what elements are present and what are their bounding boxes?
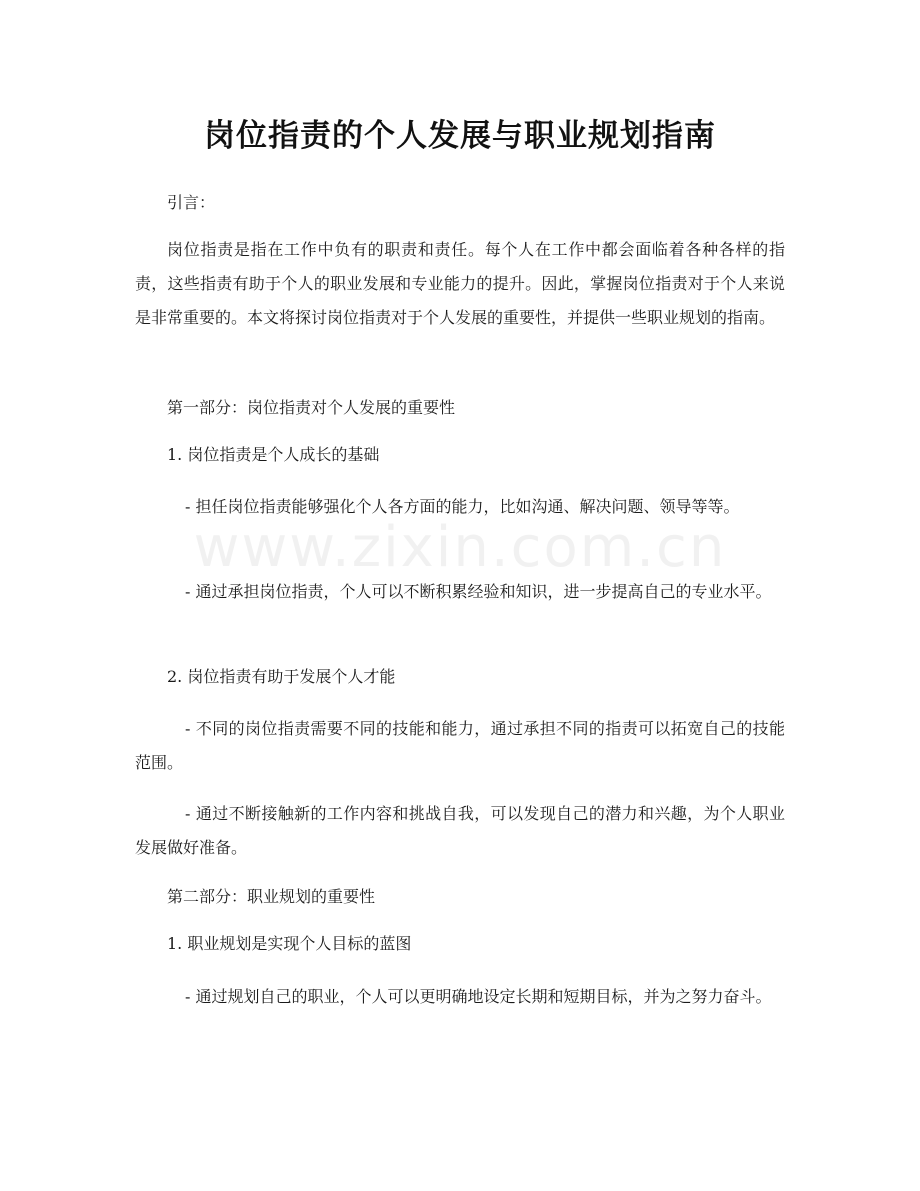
subsection-heading-1-1: 1. 岗位指责是个人成长的基础 — [167, 445, 380, 464]
watermark: www.zixin.com.cn — [193, 515, 727, 580]
bullet-1-1-b: - 通过承担岗位指责，个人可以不断积累经验和知识，进一步提高自己的专业水平。 — [185, 582, 772, 601]
subsection-heading-1-2: 2. 岗位指责有助于发展个人才能 — [167, 667, 396, 686]
bullet-1-2-a: - 不同的岗位指责需要不同的技能和能力，通过承担不同的指责可以拓宽自己的技能范围。 — [135, 719, 785, 772]
intro-paragraph: 岗位指责是指在工作中负有的职责和责任。每个人在工作中都会面临着各种各样的指责，这些指责有助于个人的职业发展和专业能力的提升。因此，掌握岗位指责对于个人来说是非常重要的。本文将探讨岗位指责对于个人发展的重要性，并提供一些职业规划的指南。 — [135, 240, 785, 327]
section-heading-2: 第二部分：职业规划的重要性 — [167, 887, 376, 906]
intro-heading: 引言： — [167, 193, 216, 212]
section-heading-1: 第一部分：岗位指责对个人发展的重要性 — [167, 398, 456, 417]
bullet-1-1-a: - 担任岗位指责能够强化个人各方面的能力，比如沟通、解决问题、领导等等。 — [185, 497, 740, 516]
subsection-heading-2-1: 1. 职业规划是实现个人目标的蓝图 — [167, 934, 412, 953]
bullet-1-2-b: - 通过不断接触新的工作内容和挑战自我，可以发现自己的潜力和兴趣，为个人职业发展做好准备。 — [135, 804, 785, 857]
bullet-2-1-a: - 通过规划自己的职业，个人可以更明确地设定长期和短期目标，并为之努力奋斗。 — [185, 987, 772, 1006]
document-title: 岗位指责的个人发展与职业规划指南 — [204, 118, 716, 154]
